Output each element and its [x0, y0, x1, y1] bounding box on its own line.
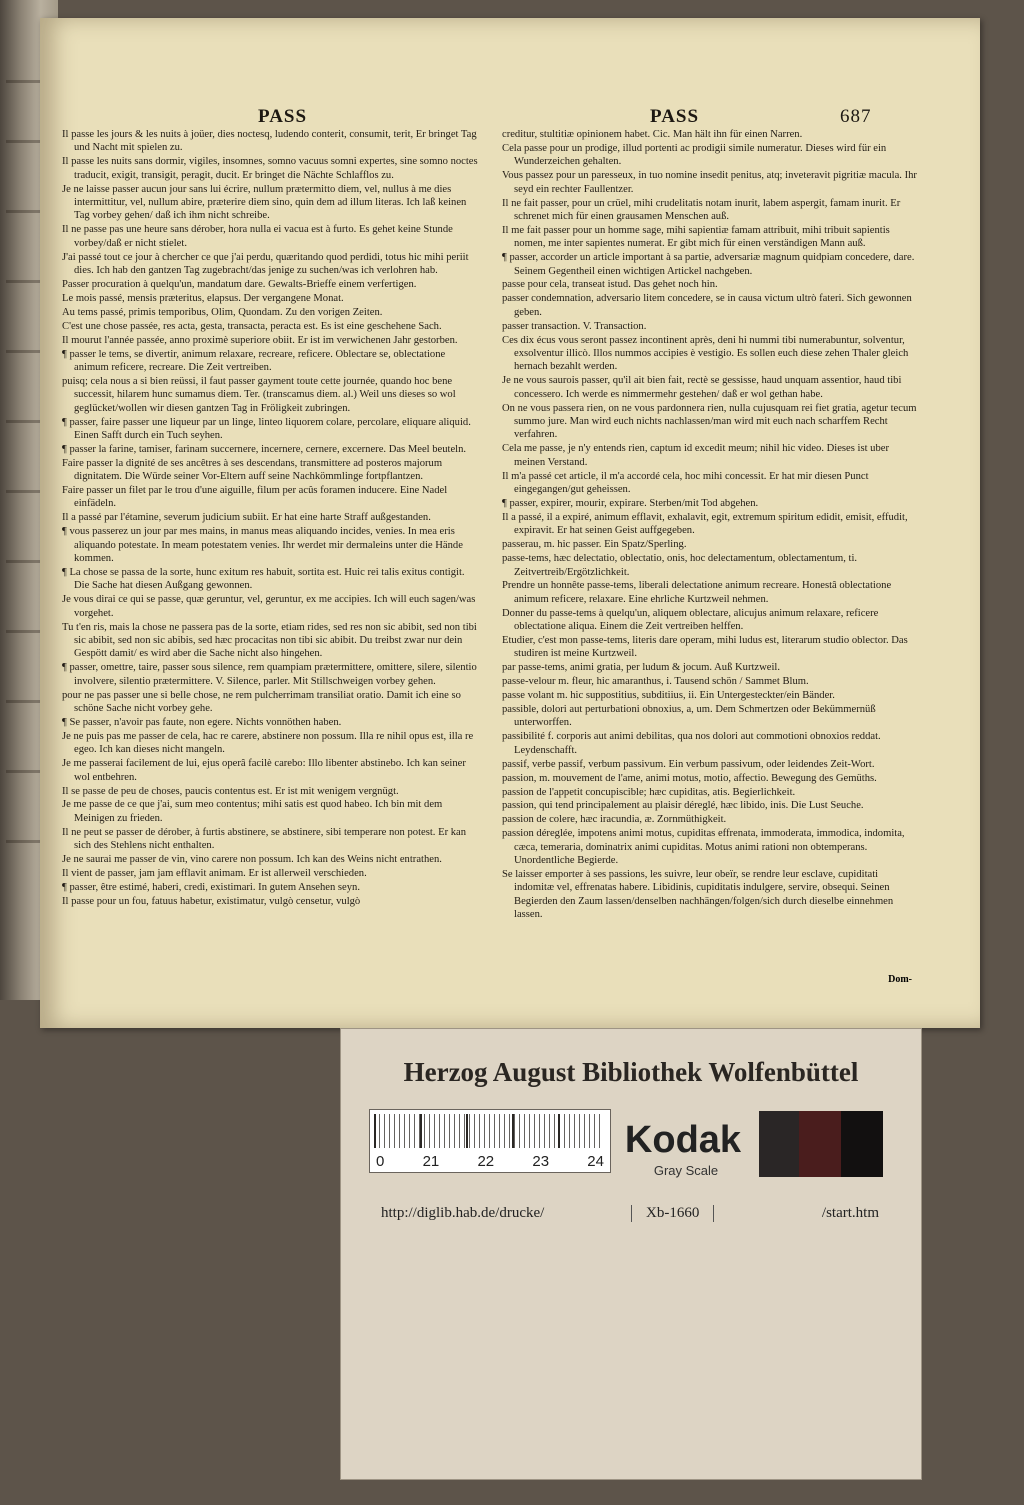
ruler-number: 24 [587, 1153, 604, 1170]
dictionary-entry: ¶ Se passer, n'avoir pas faute, non egere. Nichts vonnöthen haben. [62, 716, 342, 728]
left-column [62, 128, 480, 909]
archive-label-card [340, 1028, 922, 1480]
dictionary-entry: ¶ passer, faire passer une liqueur par un linge, linteo liquorem colare, percolare, eliquare aliquid. Einen Safft durch ein Tuch seyhen. [62, 416, 471, 441]
dictionary-entry: passible, dolori aut perturbationi obnoxius, a, um. Dem Schmertzen oder Bekümmernüß unterworffen. [502, 704, 876, 729]
dictionary-entry: Il a passé par l'étamine, severum judicium subiit. Er hat eine harte Straff außgestanden. [62, 512, 431, 524]
dictionary-entry: passe-velour m. fleur, hic amaranthus, i. Tausend schön / Sammet Blum. [502, 676, 809, 688]
dictionary-entry: Il mourut l'année passée, anno proximè superiore obiit. Er ist im verwichenen Jahr gestorben. [62, 334, 458, 346]
dictionary-entry: Ces dix écus vous seront passez incontinent après, deni hi nummi tibi numerabuntur, solventur, exsolventur illicò. Illos nummos accipies è vestigio. Es sollen euch diese zehen Thaler gleich hernach bezahlt werden. [502, 334, 909, 373]
dictionary-entry: J'ai passé tout ce jour à chercher ce que j'ai perdu, quæritando quod perdidi, totus hic mihi periit dies. Ich hab den gantzen Tag zugebracht/das jenige zu suchen/was ich verlohren hab. [62, 251, 469, 277]
dictionary-entry: par passe-tems, animi gratia, per ludum & jocum. Auß Kurtzweil. [502, 662, 781, 674]
dictionary-entry: Passer procuration à quelqu'un, mandatum dare. Gewalts-Brieffe einem verfertigen. [62, 278, 417, 290]
dictionary-entry: Etudier, c'est mon passe-tems, literis dare operam, mihi ludus est, literarum studio oblector. Das studiren ist meine Kurtzweil. [502, 635, 908, 660]
right-column [502, 128, 920, 922]
dictionary-entry: Il se passe de peu de choses, paucis contentus est. Er ist mit wenigem vergnügt. [62, 785, 399, 797]
dictionary-entry: puisq; cela nous a si bien reüssi, il faut passer gayment toute cette journée, quando hoc bene successit, hilarem hunc sumamus diem. Ter. (transcamus diem. al.) Weil uns dieses so wol geglücket/wollen wir diesen gantzen Tag in Fröligkeit zubringen. [62, 375, 456, 414]
shelfmark: Xb-1660 [631, 1205, 714, 1222]
dictionary-entry: Se laisser emporter à ses passions, les suivre, leur obeïr, se rendre leur esclave, cupiditati indomitæ vel, effrenatas habere. Libidinis, cupiditatis indulgere, servire, obsequi. Seinen Begierden den Zaum lassen/denselben nachhängen/folgen/sich durch dieselbe einnehmen lassen. [502, 868, 894, 921]
dictionary-entry: Donner du passe-tems à quelqu'un, aliquem oblectare, alicujus animum relaxare, reficere oblectatione aliqua. Einem die Zeit vertreiben helffen. [502, 607, 879, 633]
dictionary-entry: Tu t'en ris, mais la chose ne passera pas de la sorte, etiam rides, sed res non sic abibit, sed non tibi sic abibit, sed non sic abibis, sed hæc procacitas non tibi sic abibit. Du treibst zwar nur dein Gespött damit/ es wird aber die Sache nicht also hingehen. [62, 621, 477, 660]
color-ruler [369, 1109, 611, 1173]
dictionary-entry: ¶ passer, expirer, mourir, expirare. Sterben/mit Tod abgehen. [502, 497, 759, 509]
running-head-left: PASS [258, 106, 308, 127]
dictionary-entry: Il ne passe pas une heure sans dérober, hora nulla ei vacua est à furto. Es gehet keine Stunde vorbey/daß er nicht stielet. [62, 224, 453, 249]
dictionary-entry: Je ne laisse passer aucun jour sans lui écrire, nullum prætermitto diem, vel, nullus à me dies intermittitur, vel, nullum abire, præterire diem sino, quin dem ad illum literas. Ich laß keinen Tag vorbey gehen/ daß ich ihm nicht schreibe. [62, 183, 467, 222]
dictionary-entry: Il passe les jours & les nuits à joüer, dies noctesq, ludendo conterit, consumit, terit, Er bringet Tag und Nacht mit spielen zu. [62, 129, 477, 154]
gray-patch [759, 1111, 799, 1177]
dictionary-entry: ¶ La chose se passa de la sorte, hunc exitum res habuit, sortita est. Huic rei talis exitus contigit. Die Sache hat diesen Außgang gewonnen. [62, 567, 465, 592]
catchword: Dom- [888, 974, 912, 985]
dictionary-entry: ¶ passer le tems, se divertir, animum relaxare, recreare, reficere. Oblectare se, oblectatione animum reficere, recreare. Die Zeit vertreiben. [62, 348, 446, 373]
url-row [369, 1199, 899, 1229]
dictionary-entry: ¶ passer, accorder un article important à sa partie, adversariæ magnum quidpiam concedere, dare. Seinem Gegentheil einen wichtigen Artickel nachgeben. [502, 252, 915, 277]
dictionary-entry: Le mois passé, mensis præteritus, elapsus. Der vergangene Monat. [62, 292, 344, 304]
dictionary-entry: passion, qui tend principalement au plaisir déreglé, hæc libido, inis. Die Lust Seuche. [502, 800, 864, 812]
dictionary-entry: creditur, stultitiæ opinionem habet. Cic. Man hält ihn für einen Narren. [502, 129, 803, 140]
kodak-logo: Kodak [624, 1119, 742, 1161]
dictionary-entry: ¶ passer la farine, tamiser, farinam succernere, incernere, cernere, excernere. Das Meel beuteln. [62, 443, 467, 455]
dictionary-entry: Il ne fait passer, pour un crüel, mihi crudelitatis notam inurit, labem aspergit, famam inurit. Er schrenet mich für einen grausamen Menschen auß. [502, 197, 901, 222]
dictionary-entry: Il m'a passé cet article, il m'a accordé cela, hoc mihi concessit. Er hat mir diesen Punct eingegangen/gut geheissen. [502, 470, 869, 496]
dictionary-entry: Prendre un honnête passe-tems, liberali delectatione animum recreare. Honestâ oblectatione animum reficere, relaxare. Eine ehrliche Kurtzweil nehmen. [502, 580, 892, 605]
gray-scale-label: Gray Scale [653, 1163, 719, 1178]
dictionary-entry: passer condemnation, adversario litem concedere, se in causa victum ultrò fateri. Sich gewonnen geben. [502, 293, 912, 318]
book-page [40, 18, 980, 1028]
red-patch [799, 1111, 841, 1177]
dictionary-entry: Je me passerai facilement de lui, ejus operâ facilè carebo: Illo libenter abstinebo. Ich kan seiner wol entbehren. [62, 758, 466, 783]
dictionary-entry: Cela me passe, je n'y entends rien, captum id excedit meum; nihil hic video. Dieses ist uber meinen Verstand. [502, 443, 890, 468]
dictionary-entry: Cela passe pour un prodige, illud portenti ac prodigii simile numeratur. Dieses wird für ein Wunderzeichen gehalten. [502, 142, 887, 168]
dictionary-entry: passerau, m. hic passer. Ein Spatz/Sperling. [502, 539, 687, 551]
dictionary-entry: ¶ passer, être estimé, haberi, credi, existimari. In gutem Ansehen seyn. [62, 881, 360, 893]
dictionary-entry: passe volant m. hic suppostitius, subditiius, ii. Ein Untergesteckter/ein Bänder. [502, 690, 835, 702]
dictionary-entry: passer transaction. V. Transaction. [502, 320, 647, 332]
dictionary-entry: passion de colere, hæc iracundia, æ. Zornmüthigkeit. [502, 814, 727, 826]
dictionary-entry: passion déreglée, impotens animi motus, cupiditas effrenata, immoderata, immodica, indomita, cæca, temeraria, dominatrix animi cupiditas. Motus animi rationi non obtemperans. Unordentliche Begierde. [502, 828, 905, 867]
ruler-major-ticks [374, 1114, 604, 1148]
ruler-number: 23 [532, 1153, 550, 1170]
dictionary-entry: C'est une chose passée, res acta, gesta, transacta, peracta est. Es ist eine geschehene Sach. [62, 320, 442, 332]
dictionary-entry: Il passe les nuits sans dormir, vigiles, insomnes, somno vacuus somni expertes, sine somno noctes traducit, exigit, transigit, peragit, ducit. Er bringet die Nächte Schlafflos zu. [62, 156, 478, 181]
ruler-number: 22 [477, 1153, 495, 1170]
dictionary-entry: Faire passer un filet par le trou d'une aiguille, filum per acûs foramen inducere. Eine Nadel einfädeln. [62, 485, 448, 510]
dictionary-entry: Je ne puis pas me passer de cela, hac re carere, abstinere non possum. Illa re nihil opus est, illa re egeo. Ich kan dieses nicht mangeln. [62, 730, 474, 756]
dictionary-entry: Il me fait passer pour un homme sage, mihi sapientiæ famam attribuit, mihi tribuit sapientis nomen, me inter sapientes numerat. Er gibt mich für einen verständigen Mann auß. [502, 224, 890, 250]
page-number: 687 [840, 106, 872, 127]
running-head-right: PASS [650, 106, 700, 127]
ruler-number: 0 [376, 1153, 385, 1170]
dictionary-entry: Au tems passé, primis temporibus, Olim, Quondam. Zu den vorigen Zeiten. [62, 306, 383, 318]
dictionary-entry: ¶ passer, omettre, taire, passer sous silence, rem quampiam prætermittere, omittere, silere, silentio involvere, silentio prætermittere. V. Silence, parler. Mit Stillschweigen vorbey gehen. [62, 662, 477, 687]
ruler-numbers [370, 1153, 610, 1170]
dictionary-entry: Faire passer la dignité de ses ancêtres à ses descendans, transmittere ad posteros majorum dignitatem. Die Würde seiner Vor-Eltern auff seine Nachkömmlinge fortpflantzen. [62, 457, 443, 483]
dictionary-entry: Vous passez pour un paresseux, in tuo nomine insedit penitus, atq; inveteravit pigritiæ macula. Ihr seyd ein rechter Faullentzer. [502, 170, 917, 195]
library-name: Herzog August Bibliothek Wolfenbüttel [403, 1057, 859, 1087]
dictionary-entry: passibilité f. corporis aut animi debilitas, qua nos dolori aut commotioni obnoxios reddat. Leydenschafft. [502, 731, 881, 756]
base-url: http://diglib.hab.de/drucke/ [381, 1205, 545, 1221]
dictionary-entry: On ne vous passera rien, on ne vous pardonnera rien, nulla cujusquam rei fiet gratia, agetur tecum summo jure. Man wird euch nichts nachlassen/man wird mit euch nach scharffem Recht verfahren. [502, 402, 917, 441]
dictionary-entry: passion, m. mouvement de l'ame, animi motus, motio, affectio. Bewegung des Gemüths. [502, 772, 877, 784]
black-patch [841, 1111, 883, 1177]
dictionary-entry: passif, verbe passif, verbum passivum. Ein verbum passivum, oder leidendes Zeit-Wort. [502, 758, 875, 770]
dictionary-entry: pour ne pas passer une si belle chose, ne rem pulcherrimam transiliat oratio. Damit ich eine so schöne Sache nicht vorbey gehe. [62, 689, 461, 715]
url-suffix: /start.htm [821, 1205, 879, 1221]
dictionary-entry: passion de l'appetit concupiscible; hæc cupiditas, atis. Begierlichkeit. [502, 786, 796, 798]
dictionary-entry: Je ne saurai me passer de vin, vino carere non possum. Ich kan des Weins nicht entrathen. [62, 854, 442, 866]
dictionary-entry: Je me passe de ce que j'ai, sum meo contentus; mihi satis est quod habeo. Ich bin mit dem Meinigen zu frieden. [62, 799, 443, 824]
dictionary-entry: passe-tems, hæc delectatio, oblectatio, onis, hoc delectamentum, oblectamentum, ti. Zeitvertreib/Ergötzlichkeit. [502, 553, 858, 578]
dictionary-entry: Je ne vous saurois passer, qu'il ait bien fait, rectè se gessisse, haud unquam assentior, haud tibi concessero. Ich werde es nimmermehr gestehen/ daß er wol gethan habe. [502, 375, 902, 400]
dictionary-entry: Il vient de passer, jam jam efflavit animam. Er ist allerweil verschieden. [62, 867, 367, 879]
dictionary-entry: Il a passé, il a expiré, animum efflavit, exhalavit, egit, extremum spiritum edidit, emisit, effudit, expiravit. Er hat seinen Geist auffgegeben. [502, 511, 908, 537]
ruler-number: 21 [422, 1153, 440, 1170]
dictionary-entry: passe pour cela, transeat istud. Das gehet noch hin. [502, 279, 718, 291]
dictionary-entry: Je vous dirai ce qui se passe, quæ geruntur, vel, geruntur, ex me accipies. Ich will euch sagen/was vorgehet. [62, 594, 476, 619]
dictionary-entry: ¶ vous passerez un jour par mes mains, in manus meas aliquando incides, venies. In mea eris aliquando potestate. In meam potestatem venies. Ihr werdet mir dermaleins unter die Hände kommen. [62, 526, 463, 565]
dictionary-entry: Il passe pour un fou, fatuus habetur, existimatur, vulgò censetur, vulgò [62, 895, 361, 907]
dictionary-entry: Il ne peut se passer de dérober, à furtis abstinere, se abstinere, sibi temperare non potest. Er kan sich des Stehlens nicht enthalten. [62, 826, 467, 852]
